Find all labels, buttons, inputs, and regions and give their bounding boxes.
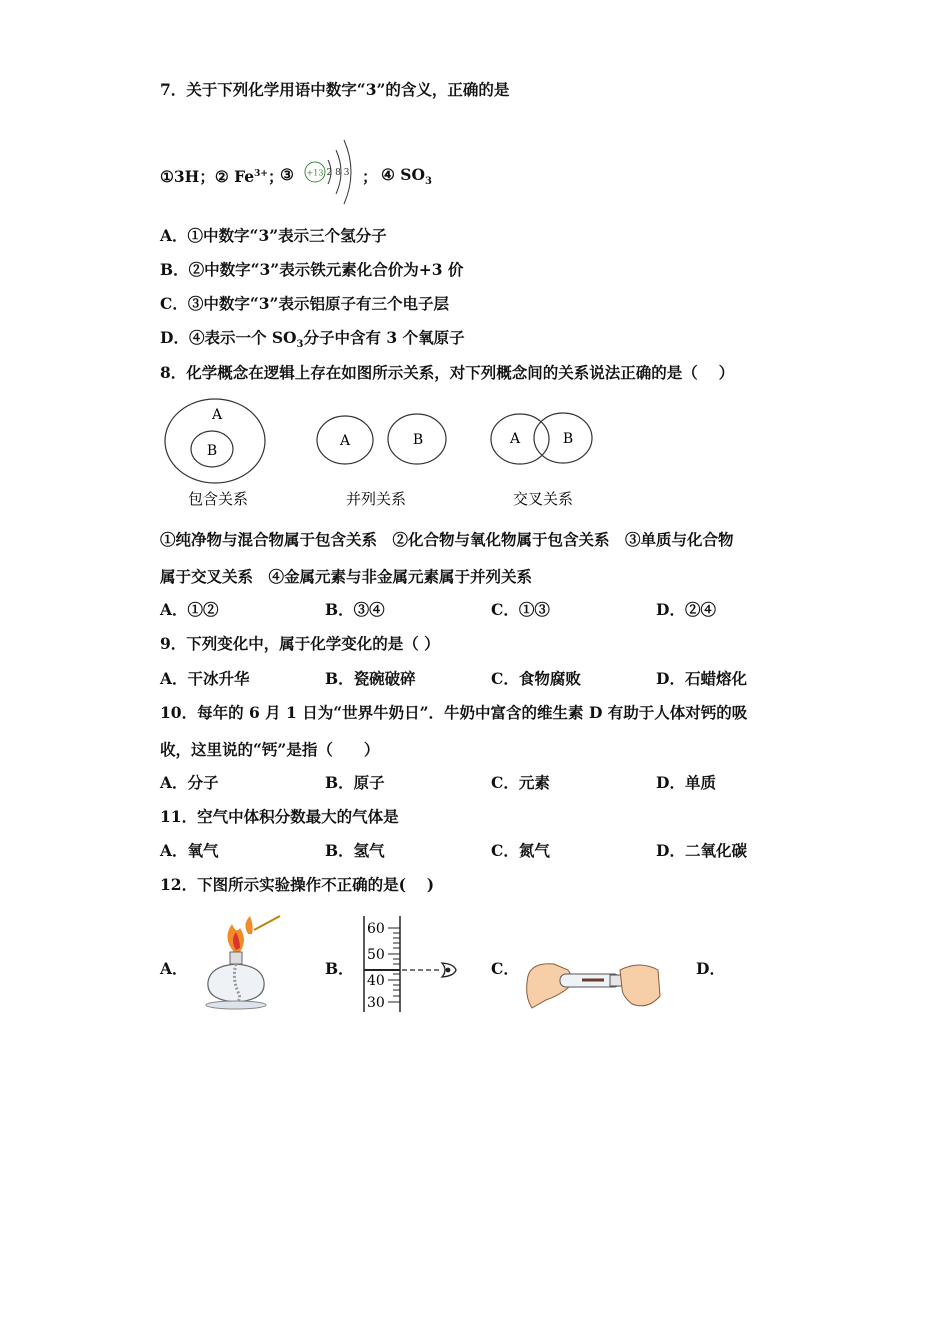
q9-option-a: A．干冰升华 <box>160 669 250 688</box>
q10-option-c: C．元素 <box>491 773 550 792</box>
cross-label-b: B <box>562 431 574 447</box>
q11-option-d: D．二氧化碳 <box>656 841 747 860</box>
test-tube-stopper-illustration <box>522 952 664 1014</box>
q9-option-d: D．石蜡熔化 <box>656 669 747 688</box>
electron-shells: 2 8 3 <box>326 168 350 178</box>
q9-option-c: C．食物腐败 <box>491 669 581 688</box>
q7-item3-label: ③ <box>280 165 294 184</box>
q8-option-c: C．①③ <box>491 600 550 619</box>
q8-option-d: D．②④ <box>656 600 716 619</box>
caption-contain: 包含关系 <box>187 490 249 508</box>
q11-stem: 11．空气中体积分数最大的气体是 <box>160 807 399 826</box>
q8-statement-line2: 属于交叉关系 ④金属元素与非金属元素属于并列关系 <box>160 567 533 586</box>
q11-option-b: B．氢气 <box>325 841 385 860</box>
q10-stem-line2: 收，这里说的“钙”是指（ ） <box>160 740 380 759</box>
tick-label-40: 40 <box>367 973 385 989</box>
alcohol-lamp-illustration <box>196 908 284 1016</box>
q10-stem-line1: 10．每年的 6 月 1 日为“世界牛奶日”．牛奶中富含的维生素 D 有助于人体对钙的吸 <box>160 703 748 722</box>
eye-pupil <box>446 968 451 973</box>
q12-stem: 12．下图所示实验操作不正确的是( ) <box>160 875 435 894</box>
q8-statement-line1: ①纯净物与混合物属于包含关系 ②化合物与氧化物属于包含关系 ③单质与化合物 <box>160 530 734 549</box>
q7-stem: 7．关于下列化学用语中数字“3”的含义，正确的是 <box>160 80 510 99</box>
tick-label-60: 60 <box>367 921 385 937</box>
q7-items <box>160 165 283 187</box>
q7-item3-suffix: ； <box>362 167 378 186</box>
parallel-label-a: A <box>339 433 351 449</box>
q8-stem: 8．化学概念在逻辑上存在如图所示关系，对下列概念间的关系说法正确的是（ ） <box>160 363 735 382</box>
q10-option-a: A．分子 <box>160 773 219 792</box>
q9-option-b: B．瓷碗破碎 <box>325 669 416 688</box>
q7-option-d: D．④表示一个 $SO_3$分子中含有 3 个氧原子 <box>160 328 465 351</box>
graduated-cylinder-reading <box>358 914 462 1014</box>
q10-option-b: B．原子 <box>325 773 385 792</box>
contain-label-a: A <box>211 407 223 423</box>
q12-label-c: C． <box>491 959 519 978</box>
caption-parallel: 并列关系 <box>345 490 407 508</box>
concept-relationship-diagram <box>155 392 615 512</box>
q11-option-a: A．氧气 <box>160 841 219 860</box>
q7-item1: ①3H； <box>160 167 215 186</box>
contain-label-b: B <box>206 443 218 459</box>
match-flame <box>245 916 252 934</box>
q8-option-b: B．③④ <box>325 600 385 619</box>
right-hand <box>620 965 660 1006</box>
lamp-base <box>206 1001 266 1009</box>
q7-option-a: A．①中数字“3”表示三个氢分子 <box>160 226 387 245</box>
q12-label-d: D． <box>696 959 725 978</box>
tick-label-50: 50 <box>367 947 385 963</box>
q12-label-a: A． <box>160 959 188 978</box>
q8-option-a: A．①② <box>160 600 219 619</box>
cylinder-tick-marks <box>388 928 400 1002</box>
aluminum-atom-structure-diagram <box>300 136 362 206</box>
match-stick <box>254 916 280 930</box>
q12-label-b: B． <box>325 959 354 978</box>
q10-option-d: D．单质 <box>656 773 716 792</box>
tick-label-30: 30 <box>367 995 385 1011</box>
cross-label-a: A <box>509 431 521 447</box>
caption-cross: 交叉关系 <box>512 490 574 508</box>
q11-option-c: C．氮气 <box>491 841 550 860</box>
parallel-label-b: B <box>412 432 424 448</box>
q9-stem: 9．下列变化中，属于化学变化的是（ ） <box>160 634 440 653</box>
nucleus-charge: +13 <box>306 168 324 178</box>
q7-option-b: B．②中数字“3”表示铁元素化合价为+3 价 <box>160 260 464 279</box>
q7-option-c: C．③中数字“3”表示铝原子有三个电子层 <box>160 294 449 313</box>
lamp-cap <box>230 952 242 964</box>
q7-item2: ② $Fe^{3+}$； <box>214 167 284 186</box>
q7-item4: ④ $SO_3$ <box>381 165 432 188</box>
